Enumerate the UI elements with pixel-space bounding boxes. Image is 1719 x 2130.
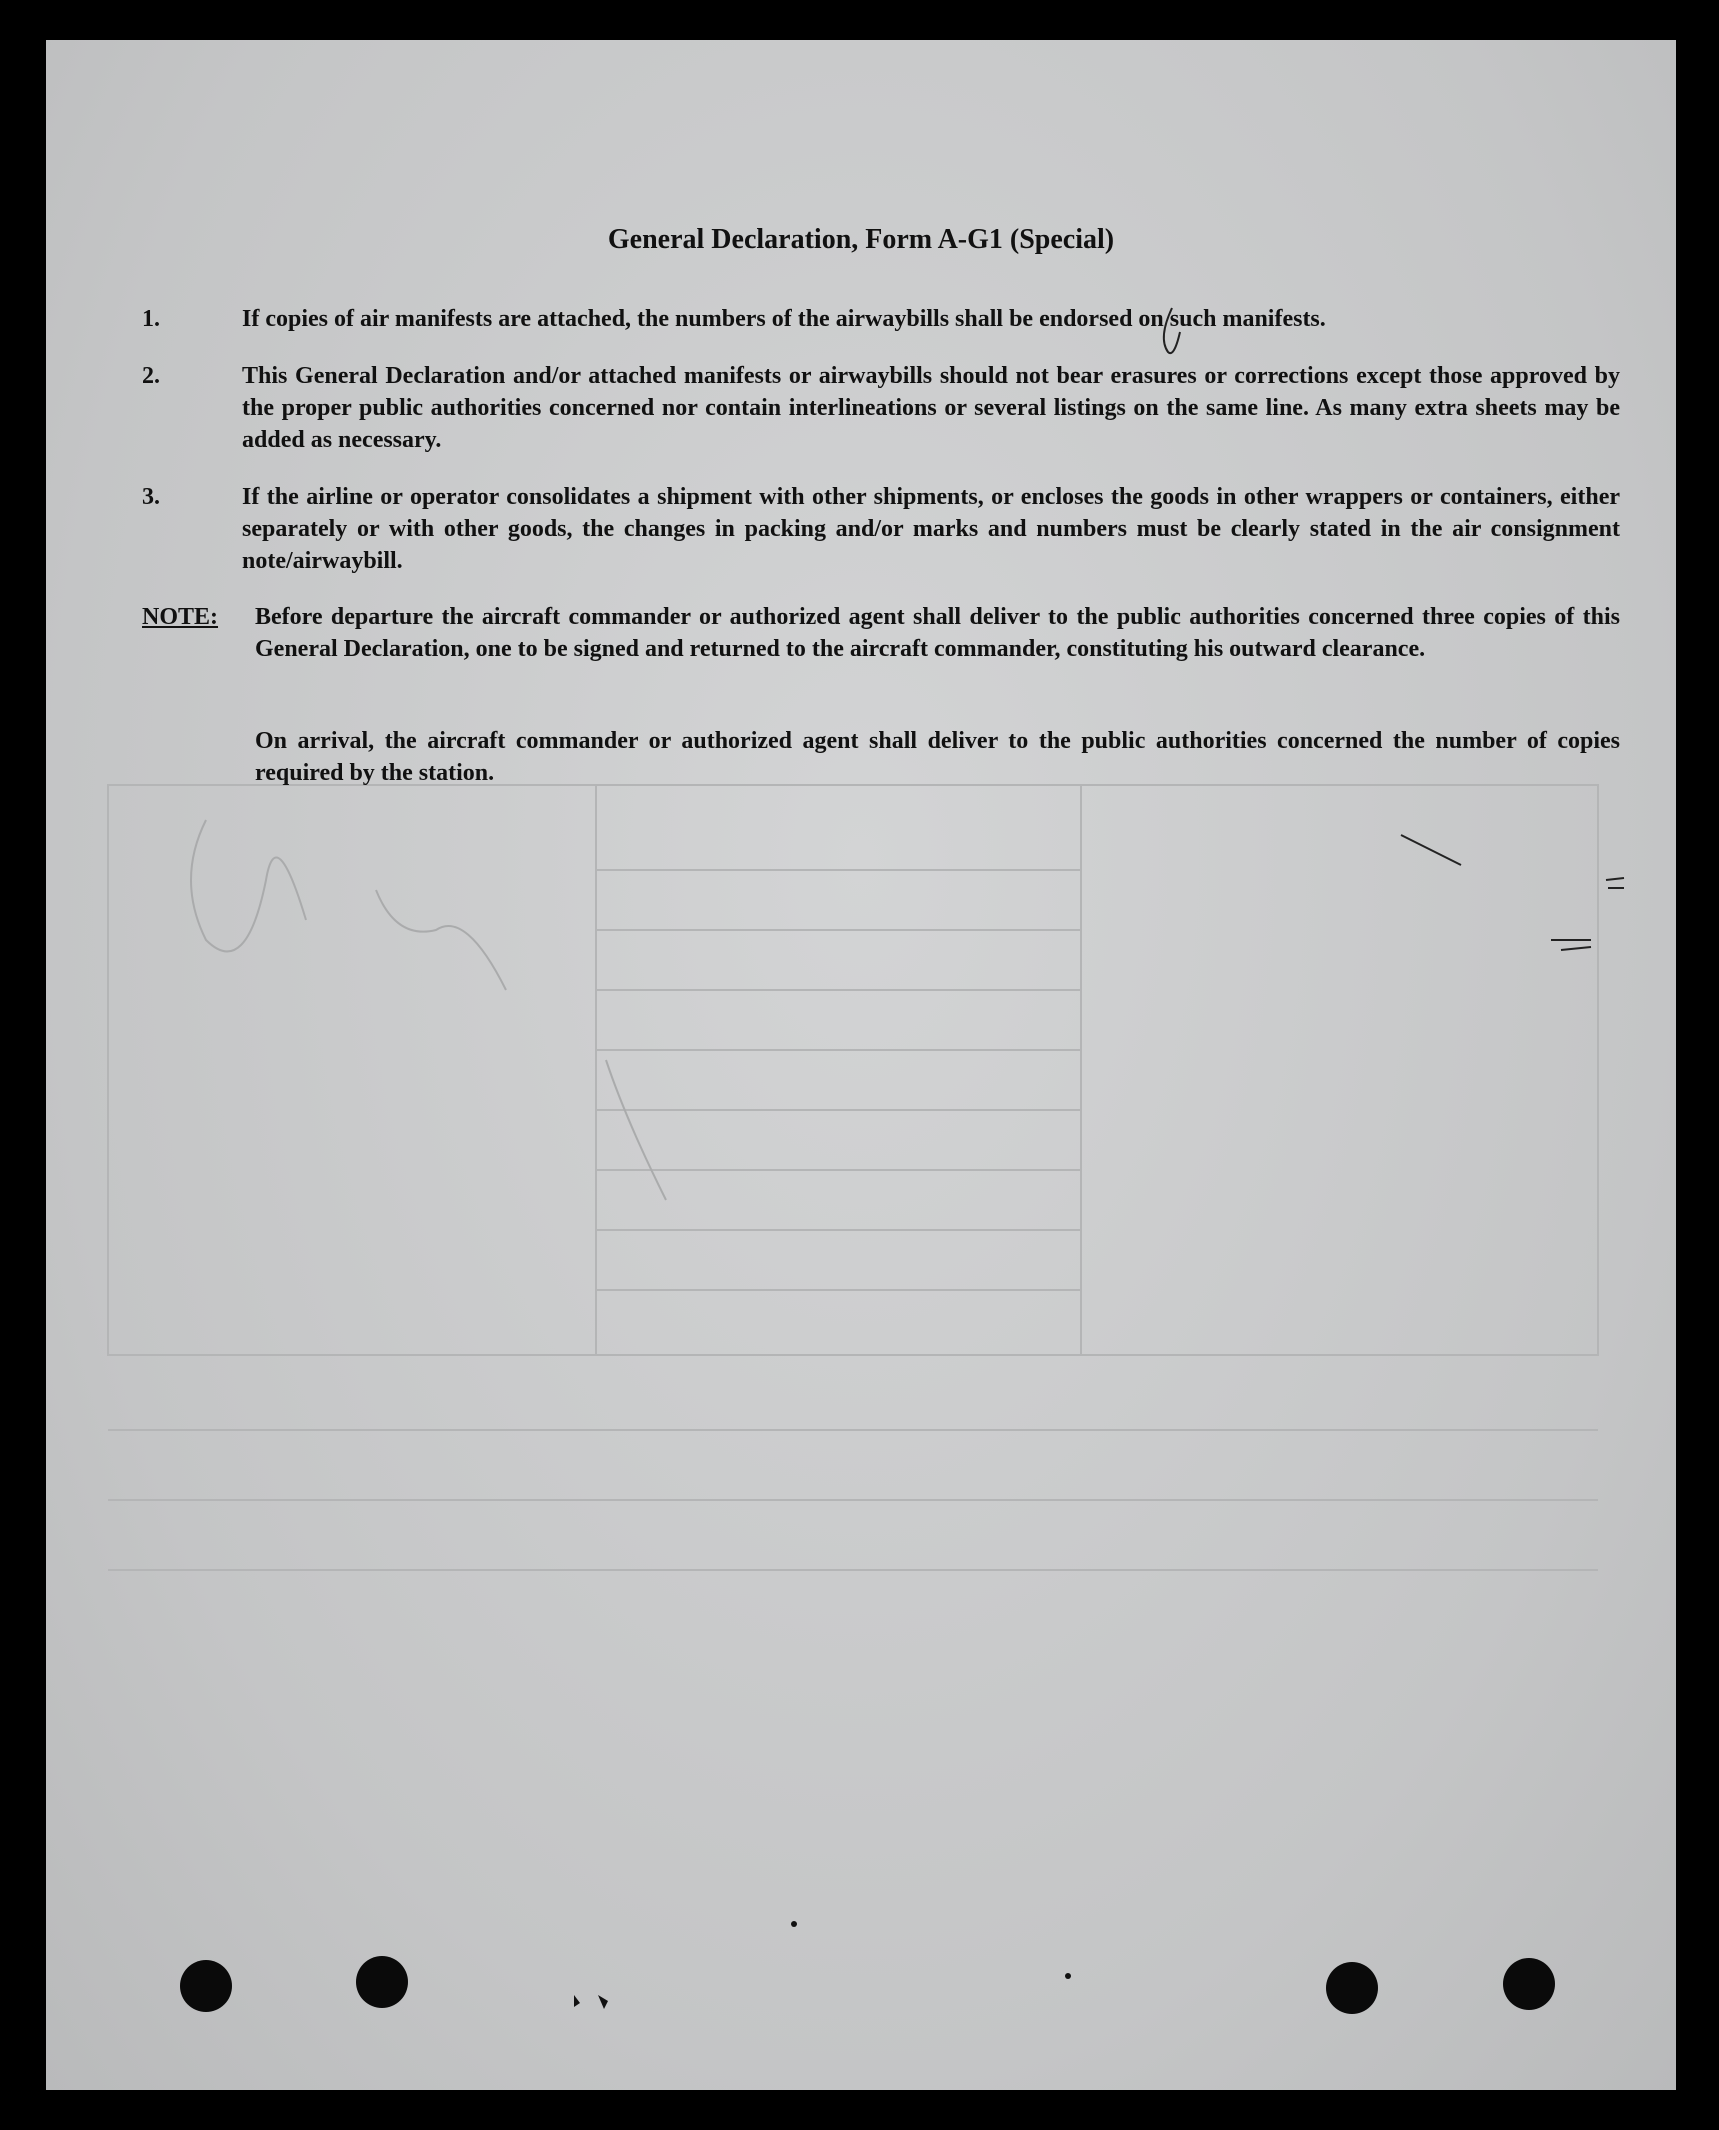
- form-title: General Declaration, Form A-G1 (Special): [607, 224, 1115, 255]
- punch-hole: [356, 1956, 408, 2008]
- note-paragraph-departure: Before departure the aircraft commander or authorized agent shall deliver to the public authorities concerned three copies of this General Declaration, one to be signed and returned to the aircraft commander, constituting his outward clearance.: [255, 604, 1620, 662]
- item-text: If the airline or operator consolidates a shipment with other shipments, or encloses the goods in other wrappers or containers, either separately or with other goods, the changes in packing and/or marks and numbers must be clearly stated in the air consignment note/airwaybill.: [242, 484, 1620, 574]
- item-number: 2.: [142, 363, 160, 389]
- bleed-through-texture: [46, 40, 1676, 2090]
- instruction-item-2: [142, 360, 1620, 456]
- punch-hole: [180, 1960, 232, 2012]
- note-paragraph-arrival: On arrival, the aircraft commander or authorized agent shall deliver to the public authorities concerned the number of copies required by the station.: [255, 728, 1620, 786]
- item-text: This General Declaration and/or attached manifests or airwaybills should not bear erasures or corrections except those approved by the proper public authorities concerned nor contain interlineations or several listings on the same line. As many extra sheets may be added as necessary.: [242, 363, 1620, 453]
- document-page: [46, 40, 1676, 2090]
- instruction-item-3: [142, 481, 1620, 577]
- item-number: 3.: [142, 484, 160, 510]
- item-number: 1.: [142, 306, 160, 332]
- handwritten-marks: [46, 40, 1676, 2090]
- punch-hole: [1326, 1962, 1378, 2014]
- item-text: If copies of air manifests are attached, the numbers of the airwaybills shall be endorsed on such manifests.: [242, 306, 1326, 332]
- punch-hole: [1503, 1958, 1555, 2010]
- instruction-item-1: [142, 303, 1620, 335]
- note-label: NOTE:: [142, 604, 219, 630]
